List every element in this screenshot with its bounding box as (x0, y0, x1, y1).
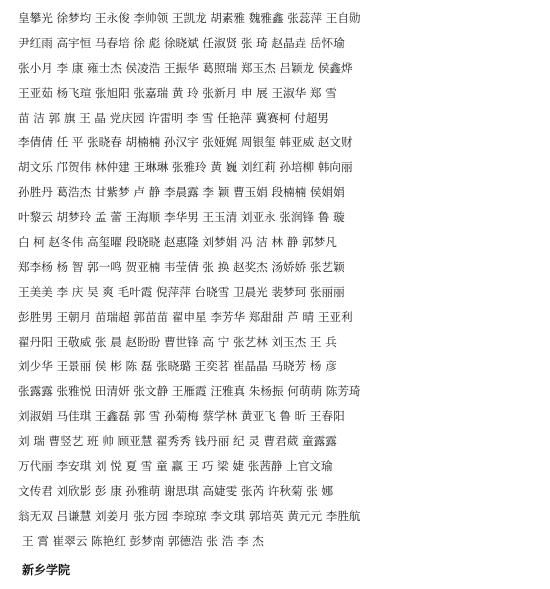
name-row: 尹红雨 高宇恒 马春培 徐 彪 徐晓斌 任淑贤 张 琦 赵晶垚 岳怀瑜 (18, 35, 345, 50)
name-row: 皇攀光 徐梦均 王永俊 李帅领 王凯龙 胡素雅 魏雅鑫 张蕊萍 王自勋 (18, 11, 361, 25)
name-row: 李倩倩 任 平 张晓春 胡楠楠 孙汉宇 张娅娓 周银玺 韩亚威 赵文财 (18, 135, 353, 150)
name-row: 郑李杨 杨 智 郭一鸣 贺亚楠 韦莹倩 张 换 赵奖杰 汤娇娇 张艺颖 (18, 259, 345, 274)
name-row: 王美美 李 庆 吴 爽 毛叶霞 倪萍萍 台晓雪 卫晨光 裴梦珂 张丽丽 (18, 284, 345, 299)
name-row: 王亚茹 杨飞瑄 张旭阳 张嘉瑞 黄 玲 张新月 申 展 王淑华 郑 雪 (18, 85, 337, 100)
name-row: 刘少华 王景丽 侯 彬 陈 磊 张晓璐 王奕茗 崔晶晶 马晓芳 杨 彦 (18, 359, 337, 374)
name-row: 胡文乐 邝贺伟 林仲建 王琳琳 张雅玲 黄 巍 刘红莉 孙培柳 韩向丽 (18, 160, 353, 175)
name-row: 万代丽 李安琪 刘 悦 夏 雪 童 赢 王 巧 梁 婕 张茜静 上官文瑜 (18, 459, 333, 474)
name-row: 张小月 李 康 雍士杰 侯凌浩 王振华 葛照瑞 郑玉杰 吕颖龙 侯鑫烨 (18, 60, 353, 75)
section-title: 新乡学院 (22, 562, 71, 577)
name-row: 王 霄 崔翠云 陈艳红 彭梦南 郭德浩 张 浩 李 杰 (22, 533, 264, 548)
name-row: 苗 洁 郭 旗 王 晶 党庆园 许雷明 李 雪 任艳萍 冀赛柯 付超男 (18, 110, 329, 125)
name-row: 刘淑娟 马佳琪 王鑫磊 郭 雪 孙菊梅 蔡学林 黄亚飞 鲁 昕 王春阳 (18, 409, 345, 424)
name-row: 孙胜丹 葛浩杰 甘紫梦 卢 静 李晨露 李 颖 曹玉娟 段楠楠 侯娟娟 (18, 185, 345, 200)
name-row: 翁无双 吕谦慧 刘姜月 张方园 李琼琼 李文琪 郭培英 黄元元 李胜航 (18, 508, 361, 523)
name-row: 叶黎云 胡梦玲 孟 蕾 王海顺 李华男 王玉清 刘亚永 张润锋 鲁 璇 (18, 210, 345, 225)
name-row: 白 柯 赵冬伟 高玺曜 段晓晓 赵惠隆 刘梦娟 冯 洁 林 静 郭梦凡 (18, 235, 337, 250)
name-row: 文传君 刘欣影 彭 康 孙雅萌 谢思琪 高婕雯 张芮 许秋菊 张 娜 (18, 483, 334, 498)
name-list (0, 6, 550, 554)
name-row: 刘 瑞 曹竖艺 班 帅 顾亚慧 翟秀秀 钱丹丽 纪 灵 曹君葳 童露露 (18, 434, 337, 449)
name-row: 彭胜男 王朝月 苗瑞超 郭苗苗 翟申星 李芳华 郑甜甜 芦 晴 王亚利 (18, 309, 353, 324)
name-row: 张露露 张雅悦 田清妍 张文静 王雁霞 汪雅真 朱杨振 何萌萌 陈芳琦 (18, 384, 361, 399)
name-row: 翟丹阳 王敬威 张 晨 赵盼盼 曹世锋 高 宁 张艺林 刘玉杰 王 兵 (18, 334, 337, 349)
